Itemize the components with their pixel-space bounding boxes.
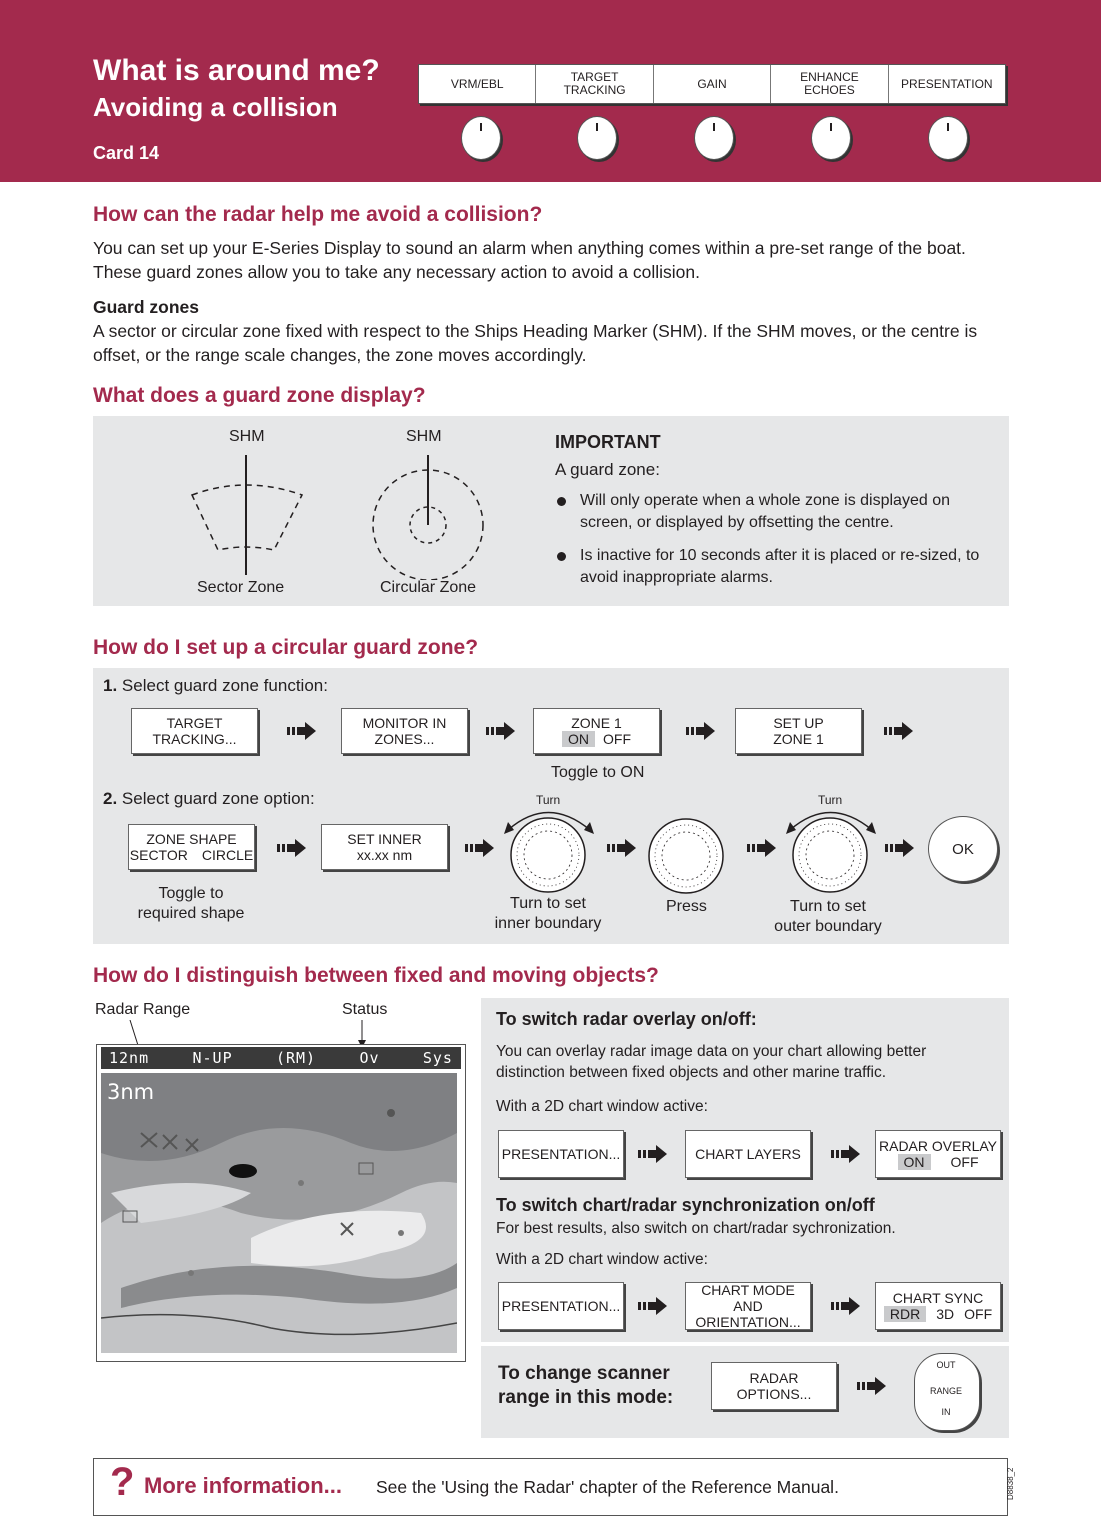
bullet-2 xyxy=(557,552,566,561)
set-inner-button[interactable]: SET INNER xx.xx nm xyxy=(321,824,448,870)
arrow-icon xyxy=(638,1296,668,1316)
softkey-knob-4[interactable] xyxy=(811,116,851,160)
bullet-2-text: Is inactive for 10 seconds after it is placed or re-sized, to avoid inappropriate alarms. xyxy=(580,547,980,586)
range-in-label: IN xyxy=(941,1407,951,1417)
radar-options-button[interactable]: RADAR OPTIONS... xyxy=(711,1362,837,1410)
with-2d-text-1: With a 2D chart window active: xyxy=(496,1098,708,1115)
document-code: D8838_2 xyxy=(1006,1467,1015,1500)
monitor-in-zones-button[interactable]: MONITOR IN ZONES... xyxy=(341,708,468,754)
chart-layers-button[interactable]: CHART LAYERS xyxy=(685,1130,811,1178)
sync-heading: To switch chart/radar synchronization on/off xyxy=(496,1195,875,1215)
range-label: RANGE xyxy=(929,1386,962,1396)
radar-overlay-button[interactable]: RADAR OVERLAY ON OFF xyxy=(875,1130,1001,1178)
overlay-heading: To switch radar overlay on/off: xyxy=(496,1009,757,1029)
circular-zone-caption: Circular Zone xyxy=(380,579,477,596)
softkey-bar xyxy=(418,64,1006,104)
guard-zone-diagram xyxy=(180,450,500,580)
outer-boundary-caption: Turn to set outer boundary xyxy=(774,898,882,935)
status-bar xyxy=(101,1047,461,1069)
status-orientation: N-UP xyxy=(192,1049,233,1067)
softkey-gain[interactable]: GAIN xyxy=(654,65,771,103)
softkey-knob-1[interactable] xyxy=(461,116,501,160)
softkey-target-tracking[interactable]: TARGET TRACKING xyxy=(536,65,653,103)
zone1-on-option[interactable]: ON xyxy=(562,731,595,747)
status-sys: Sys xyxy=(422,1049,453,1067)
softkey-vrm-ebl[interactable]: VRM/EBL xyxy=(419,65,536,103)
more-info-heading: More information... xyxy=(144,1473,342,1498)
inner-boundary-caption: Turn to set inner boundary xyxy=(494,895,602,932)
radar-overlay-chart-image xyxy=(101,1073,457,1353)
bullet-1 xyxy=(557,497,566,506)
sync-3d-option[interactable]: 3D xyxy=(936,1306,955,1322)
overlay-off-option[interactable]: OFF xyxy=(950,1154,979,1170)
zone-shape-button[interactable]: ZONE SHAPE SECTOR CIRCLE xyxy=(128,824,255,870)
shm-label-circular: SHM xyxy=(406,428,442,445)
arrow-icon xyxy=(277,838,307,858)
rotary-knob-press-icon[interactable] xyxy=(648,816,728,896)
sync-off-option[interactable]: OFF xyxy=(964,1306,993,1322)
arrow-icon xyxy=(885,838,915,858)
heading-distinguish-objects: How do I distinguish between fixed and moving objects? xyxy=(93,964,659,987)
important-heading: IMPORTANT xyxy=(555,432,661,452)
target-tracking-button[interactable]: TARGET TRACKING... xyxy=(131,708,258,754)
ok-button[interactable]: OK xyxy=(928,816,998,882)
presentation-button-1[interactable]: PRESENTATION... xyxy=(498,1130,624,1178)
shape-sector-option[interactable]: SECTOR xyxy=(129,847,188,863)
status-motion: (RM) xyxy=(275,1049,317,1067)
step-2: 2. Select guard zone option: xyxy=(103,789,315,808)
rotary-knob-inner-icon[interactable] xyxy=(498,800,598,895)
chart-sync-button[interactable]: CHART SYNC RDR 3D OFF xyxy=(875,1282,1001,1330)
softkey-enhance-echoes[interactable]: ENHANCE ECHOES xyxy=(771,65,888,103)
softkey-knob-2[interactable] xyxy=(577,116,617,160)
heading-setup-circular: How do I set up a circular guard zone? xyxy=(93,636,479,659)
zone1-toggle-button[interactable]: ZONE 1 ON OFF xyxy=(533,708,660,754)
overlay-on-option[interactable]: ON xyxy=(898,1154,931,1170)
card-number: Card 14 xyxy=(93,143,160,163)
intro-line-1: You can set up your E-Series Display to sound an alarm when anything comes within a pre-set range of the boat. xyxy=(93,238,966,258)
softkey-knob-3[interactable] xyxy=(694,116,734,160)
overlay-text: You can overlay radar image data on your chart allowing better distinction between fixed objects and other marine traffic. xyxy=(496,1043,927,1081)
sync-rdr-option[interactable]: RDR xyxy=(884,1306,926,1322)
scanner-range-heading: To change scanner range in this mode: xyxy=(498,1363,674,1408)
arrow-icon xyxy=(465,838,495,858)
arrow-icon xyxy=(486,721,516,741)
sector-zone-caption: Sector Zone xyxy=(197,579,285,596)
arrow-icon xyxy=(831,1296,861,1316)
guard-zone-lead: A guard zone: xyxy=(555,460,660,479)
with-2d-text-2: With a 2D chart window active: xyxy=(496,1251,708,1268)
softkey-knob-5[interactable] xyxy=(928,116,968,160)
arrow-icon xyxy=(686,721,716,741)
screen-range-readout: 3nm xyxy=(107,1080,155,1104)
sync-text: For best results, also switch on chart/radar sychronization. xyxy=(496,1220,896,1237)
arrow-icon xyxy=(747,838,777,858)
intro-line-2: These guard zones allow you to take any necessary action to avoid a collision. xyxy=(93,262,701,282)
setup-zone1-button[interactable]: SET UP ZONE 1 xyxy=(735,708,862,754)
presentation-button-2[interactable]: PRESENTATION... xyxy=(498,1282,624,1330)
press-caption: Press xyxy=(666,898,707,915)
guard-line-2: offset, or the range scale changes, the zone moves accordingly. xyxy=(93,345,587,365)
status-range: 12nm xyxy=(109,1049,150,1067)
softkey-presentation[interactable]: PRESENTATION xyxy=(901,76,993,91)
guard-zones-heading: Guard zones xyxy=(93,297,199,317)
toggle-on-caption: Toggle to ON xyxy=(551,764,645,781)
turn-label-2: Turn xyxy=(818,793,843,807)
arrow-icon xyxy=(287,721,317,741)
arrow-icon xyxy=(857,1376,887,1396)
toggle-shape-caption: Toggle to required shape xyxy=(137,885,245,922)
arrow-icon xyxy=(884,721,914,741)
arrow-icon xyxy=(607,838,637,858)
radar-range-callout: Radar Range xyxy=(95,1001,191,1018)
status-callout: Status xyxy=(342,1001,388,1018)
zone1-off-option[interactable]: OFF xyxy=(603,731,631,747)
page-subtitle: Avoiding a collision xyxy=(93,92,338,122)
bullet-1-text: Will only operate when a whole zone is displayed on screen, or displayed by offsetting the centre. xyxy=(580,492,950,531)
shm-label-sector: SHM xyxy=(229,428,265,445)
arrow-icon xyxy=(831,1144,861,1164)
turn-label-1: Turn xyxy=(536,793,561,807)
arrow-icon xyxy=(638,1144,668,1164)
chart-mode-orientation-button[interactable]: CHART MODE AND ORIENTATION... xyxy=(685,1282,811,1330)
range-out-label: OUT xyxy=(936,1360,956,1370)
more-info-text: See the 'Using the Radar' chapter of the Reference Manual. xyxy=(376,1477,839,1497)
heading-avoid-collision: How can the radar help me avoid a collision? xyxy=(93,203,543,226)
question-mark-icon: ? xyxy=(110,1460,135,1504)
shape-circle-option[interactable]: CIRCLE xyxy=(201,847,254,863)
guard-line-1: A sector or circular zone fixed with respect to the Ships Heading Marker (SHM). If the SHM moves, or the centre is xyxy=(93,321,978,341)
rotary-knob-outer-icon[interactable] xyxy=(780,800,880,895)
step-1: 1. Select guard zone function: xyxy=(103,676,328,695)
heading-guard-zone-display: What does a guard zone display? xyxy=(93,384,426,407)
page-title: What is around me? xyxy=(93,54,380,87)
status-overlay: Ov xyxy=(359,1049,380,1067)
